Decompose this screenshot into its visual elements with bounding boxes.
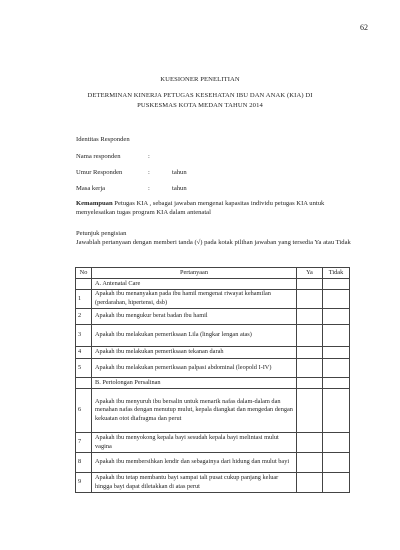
answer-no-cell[interactable] (323, 433, 350, 453)
title-line-3: PUSKESMAS KOTA MEDAN TAHUN 2014 (137, 102, 263, 109)
row-question: Apakah ibu melakukan pemeriksaan palpasi abdominal (leopold I-IV) (92, 359, 297, 378)
table-row (76, 433, 350, 453)
field-label: Umur Responden (76, 169, 123, 176)
title-line-2: DETERMINAN KINERJA PETUGAS KESEHATAN IBU DAN ANAK (KIA) DI (87, 92, 313, 99)
answer-no-cell[interactable] (323, 347, 350, 359)
row-number: 4 (76, 347, 92, 359)
row-number: 7 (76, 433, 92, 453)
row-number: 8 (76, 453, 92, 473)
table-row (76, 453, 350, 473)
table-row (76, 359, 350, 378)
section-no-cell (76, 279, 92, 290)
answer-yes-cell[interactable] (297, 433, 323, 453)
section-yes-cell (297, 279, 323, 290)
header-yes: Ya (297, 268, 323, 279)
page-number: 62 (360, 23, 368, 32)
section-no-cell (76, 378, 92, 389)
section-row-a (76, 279, 350, 290)
row-number: 6 (76, 389, 92, 433)
table-row (76, 389, 350, 433)
table-row (76, 473, 350, 493)
instructions-text: Jawablah pertanyaan dengan memberi tanda (√) pada kotak pilihan jawaban yang tersedia Ya atau Tidak (76, 239, 351, 246)
section-no-answer-cell (323, 378, 350, 389)
section-label: A. Antenatal Care (92, 279, 297, 290)
header-question: Pertanyaan (92, 268, 297, 279)
answer-no-cell[interactable] (323, 309, 350, 325)
header-no-answer: Tidak (323, 268, 350, 279)
answer-yes-cell[interactable] (297, 359, 323, 378)
identity-heading: Identitas Responden (76, 136, 130, 143)
answer-yes-cell[interactable] (297, 309, 323, 325)
kemampuan-paragraph (76, 199, 356, 217)
kemampuan-text: Petugas KIA , sebagai jawaban mengenai kapasitas individu petugas KIA untuk menyelesaikan tugas program KIA dalam antenatal (76, 200, 325, 216)
row-question: Apakah ibu menyuruh ibu bersalin untuk menarik nafas dalam-dalam dan menahan nafas dengan menutup mulut, kepala diangkat dan mengedan dengan kekuatan otot diafragma dan perut (92, 389, 297, 433)
row-number: 3 (76, 325, 92, 347)
answer-no-cell[interactable] (323, 473, 350, 493)
title-line-1: KUESIONER PENELITIAN (160, 76, 240, 83)
kemampuan-bold: Kemampuan (76, 200, 113, 207)
field-separator: : (148, 185, 150, 192)
field-separator: : (148, 153, 150, 160)
instructions-heading: Petunjuk pengisian (76, 230, 127, 237)
row-question: Apakah ibu membersihkan lendir dan sebagainya dari hidung dan mulut bayi (92, 453, 297, 473)
row-question: Apakah ibu menyokong kepala bayi sesudah kepala bayi melintasi mulut vagina (92, 433, 297, 453)
row-question: Apakah ibu mengukur berat badan ibu hamil (92, 309, 297, 325)
answer-yes-cell[interactable] (297, 347, 323, 359)
row-question: Apakah ibu menanyakan pada ibu hamil mengenai riwayat kehamilan (perdarahan, hipertensi, dsb) (92, 290, 297, 309)
table-row (76, 309, 350, 325)
answer-yes-cell[interactable] (297, 389, 323, 433)
section-no-answer-cell (323, 279, 350, 290)
row-number: 1 (76, 290, 92, 309)
field-unit: tahun (172, 185, 187, 192)
answer-yes-cell[interactable] (297, 290, 323, 309)
answer-no-cell[interactable] (323, 453, 350, 473)
questionnaire-table (75, 267, 350, 493)
answer-yes-cell[interactable] (297, 325, 323, 347)
row-number: 9 (76, 473, 92, 493)
table-row (76, 325, 350, 347)
answer-no-cell[interactable] (323, 389, 350, 433)
identity-field-age (76, 169, 276, 178)
answer-no-cell[interactable] (323, 325, 350, 347)
field-label: Masa kerja (76, 185, 106, 192)
answer-no-cell[interactable] (323, 359, 350, 378)
identity-field-tenure (76, 185, 276, 194)
row-question: Apakah ibu melakukan pemeriksaan Lila (lingkar lengan atas) (92, 325, 297, 347)
answer-yes-cell[interactable] (297, 453, 323, 473)
section-row-b (76, 378, 350, 389)
section-label: B. Pertolongan Persalinan (92, 378, 297, 389)
row-question: Apakah ibu tetap membantu bayi sampai tali pusat cukup panjang keluar hingga bayi dapat diletakkan di atas perut (92, 473, 297, 493)
table-row (76, 290, 350, 309)
row-question: Apakah ibu melakukan pemeriksaan tekanan darah (92, 347, 297, 359)
table-header-row (76, 268, 350, 279)
answer-yes-cell[interactable] (297, 473, 323, 493)
answer-no-cell[interactable] (323, 290, 350, 309)
header-no: No (76, 268, 92, 279)
field-label: Nama responden (76, 153, 121, 160)
field-unit: tahun (172, 169, 187, 176)
section-yes-cell (297, 378, 323, 389)
table-row (76, 347, 350, 359)
row-number: 5 (76, 359, 92, 378)
field-separator: : (148, 169, 150, 176)
row-number: 2 (76, 309, 92, 325)
identity-field-name (76, 153, 276, 162)
